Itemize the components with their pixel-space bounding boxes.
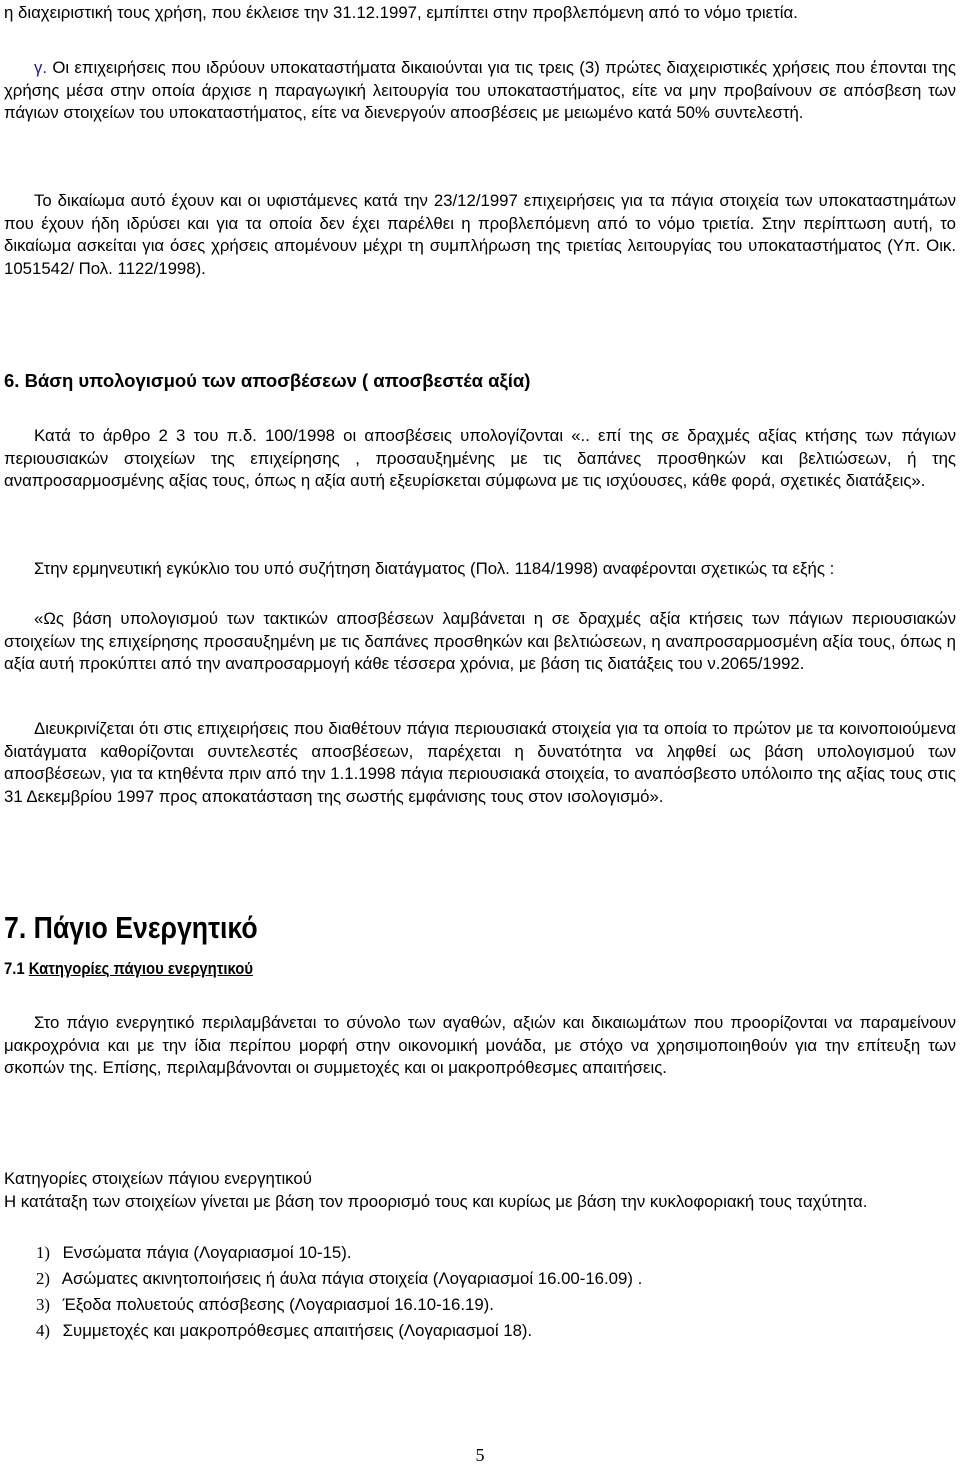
list-item [36, 1318, 642, 1344]
categories-list [36, 1240, 642, 1344]
chapter-7-heading: 7. Πάγιο Ενεργητικό [4, 910, 258, 945]
list-item [36, 1292, 642, 1318]
section-6-paragraph-2: Στην ερμηνευτική εγκύκλιο του υπό συζήτηση διατάγματος (Πολ. 1184/1998) αναφέρονται σχετικώς τα εξής : [34, 559, 835, 578]
list-item-number: 3) [36, 1295, 50, 1314]
list-item-text: Ασώματες ακινητοποιήσεις ή άυλα πάγια στοιχεία (Λογαριασμοί 16.00-16.09) . [61, 1269, 643, 1288]
categories-heading: Κατηγορίες στοιχείων πάγιου ενεργητικού [4, 1169, 312, 1188]
list-item-number: 4) [36, 1321, 50, 1340]
section-7-1-paragraph: Στο πάγιο ενεργητικό περιλαμβάνεται το σύνολο των αγαθών, αξιών και δικαιωμάτων που προορίζονται να παραμείνουν μακροχρόνια και με την ίδια περίπου μορφή στην οικονομική μονάδα, με στόχο να χρησιμοποιηθούν για την επίτευξη των σκοπών της. Επίσης, περιλαμβάνονται οι συμμετοχές και οι μακροπρόθεσμες απαιτήσεις. [4, 1013, 956, 1078]
section-6-paragraph-1: Κατά το άρθρο 2 3 του π.δ. 100/1998 οι αποσβέσεις υπολογίζονται «.. επί της σε δραχμές αξίας κτήσης των πάγιων περιουσιακών στοιχείων της επιχείρησης , προσαυξημένης με τις δαπάνες προσθηκών και βελτιώσεων, ή της αναπροσαρμοσμένης αξίας τους, όπως η αξία αυτή εξευρίσκεται σύμφωνα με τις ισχύουσες, κάθε φορά, σχετικές διατάξεις». [4, 426, 956, 491]
list-item-text: Ενσώματα πάγια (Λογαριασμοί 10-15). [62, 1243, 352, 1262]
page-number: 5 [475, 1445, 485, 1465]
categories-paragraph: Η κατάταξη των στοιχείων γίνεται με βάση τον προορισμό τους και κυρίως με βάση την κυκλοφοριακή τους ταχύτητα. [4, 1192, 868, 1211]
section-7-1-heading [4, 960, 253, 979]
paragraph-g-marker: γ. [34, 58, 48, 77]
paragraph-top: η διαχειριστική τους χρήση, που έκλεισε την 31.12.1997, εμπίπτει στην προβλεπόμενη από το νόμο τριετία. [4, 3, 798, 22]
section-6-quote-1: «Ως βάση υπολογισμού των τακτικών αποσβέσεων λαμβάνεται η σε δραχμές αξία κτήσεις των πάγιων περιουσιακών στοιχείων της επιχείρησης προσαυξημένη με τις δαπάνες προσθηκών και βελτιώσεων, η αναπροσαρμοσμένη αξία τους, όπως η αξία αυτή προκύπτει από την αναπροσαρμογή κάθε τέσσερα χρόνια, με βάση τις διατάξεις του ν.2065/1992. [4, 609, 956, 674]
list-item [36, 1240, 642, 1266]
list-item [36, 1266, 642, 1292]
paragraph-g [4, 57, 956, 125]
list-item-number: 1) [36, 1243, 50, 1262]
section-6-heading: 6. Βάση υπολογισμού των αποσβέσεων ( αποσβεστέα αξία) [4, 370, 531, 391]
paragraph-right: Το δικαίωμα αυτό έχουν και οι υφιστάμενες κατά την 23/12/1997 επιχειρήσεις για τα πάγια στοιχεία των υποκαταστημάτων που έχουν ήδη ιδρύσει και για τα οποία δεν έχει παρέλθει η προβλεπόμενη από το νόμο τριετία. Στην περίπτωση αυτή, το δικαίωμα ασκείται για όσες χρήσεις απομένουν μέχρι τη συμπλήρωση της τριετίας λειτουργίας του υποκαταστήματος (Υπ. Οικ. 1051542/ Πολ. 1122/1998). [4, 191, 956, 278]
section-6-quote-2: Διευκρινίζεται ότι στις επιχειρήσεις που διαθέτουν πάγια περιουσιακά στοιχεία για τα οποία το πρώτον με τα κοινοποιούμενα διατάγματα καθορίζονται συντελεστές αποσβέσεων, παρέχεται η δυνατότητα να ληφθεί ως βάση υπολογισμού των αποσβέσεων, για τα κτηθέντα πριν από την 1.1.1998 πάγια περιουσιακά στοιχεία, το αναπόσβεστο υπόλοιπο της αξίας τους στις 31 Δεκεμβρίου 1997 προς αποκατάσταση της σωστής εμφάνισης τους στον ισολογισμό». [4, 719, 956, 806]
section-7-1-title: Κατηγορίες πάγιου ενεργητικού [28, 960, 253, 978]
paragraph-g-text: Οι επιχειρήσεις που ιδρύουν υποκαταστήματα δικαιούνται για τις τρεις (3) πρώτες διαχειριστικές χρήσεις που έπονται της χρήσης μέσα στην οποία άρχισε η παραγωγική λειτουργία του υποκαταστήματος, είτε να μην προβαίνουν σε απόσβεση των πάγιων στοιχείων του υποκαταστήματος, είτε να διενεργούν αποσβέσεις με μειωμένο κατά 50% συντελεστή. [4, 58, 956, 123]
list-item-text: Συμμετοχές και μακροπρόθεσμες απαιτήσεις (Λογαριασμοί 18). [62, 1321, 533, 1340]
list-item-number: 2) [36, 1269, 50, 1288]
section-7-1-number: 7.1 [4, 960, 25, 978]
list-item-text: Έξοδα πολυετούς απόσβεσης (Λογαριασμοί 16.10-16.19). [62, 1295, 494, 1314]
